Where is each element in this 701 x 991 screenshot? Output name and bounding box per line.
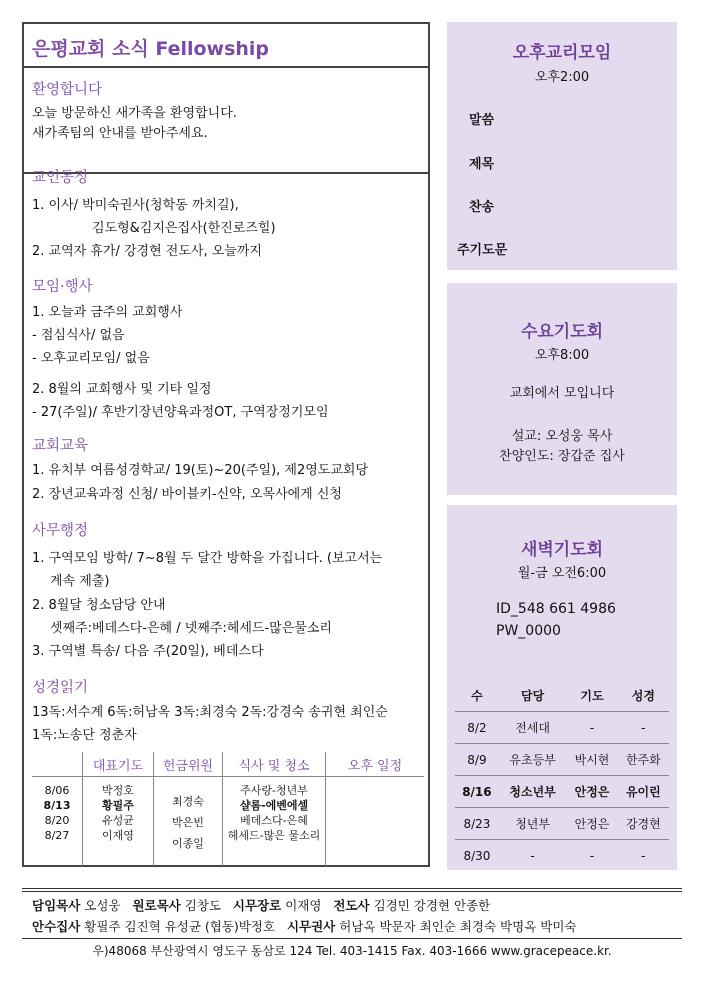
dawn-cell: 청년부 (499, 808, 566, 840)
wednesday-note: 교회에서 모입니다 (509, 386, 615, 401)
education-heading: 교회교육 (32, 438, 89, 454)
dawn-cell: 8/9 (455, 744, 499, 776)
admin-line: 셋째주:베데스다-은혜 / 넷째주:헤세드-많은물소리 (50, 621, 332, 636)
afternoon-label: 말씀 (469, 113, 495, 128)
divider (22, 888, 682, 889)
role: 시무권사 (286, 919, 336, 934)
role: 시무장로 (232, 898, 282, 913)
staff-names: 허남옥 박문자 최인순 최경숙 박명옥 박미숙 (339, 919, 577, 934)
news-heading: 교인동정 (32, 170, 89, 186)
schedule-header: 대표기도 (83, 752, 154, 777)
wednesday-worship: 찬양인도: 장갑준 집사 (499, 449, 625, 464)
afternoon-title: 오후교리모임 (512, 43, 612, 63)
role: 담임목사 (32, 898, 81, 913)
welcome-heading: 환영합니다 (32, 82, 103, 98)
dawn-box (447, 505, 677, 870)
dawn-table (455, 679, 669, 871)
date: 8/27 (44, 829, 70, 842)
reading-heading: 성경읽기 (32, 680, 89, 696)
dawn-header: 기도 (580, 688, 604, 703)
news-panel (22, 22, 430, 867)
schedule-afternoon (326, 777, 425, 867)
offering-name: 이종일 (172, 837, 204, 850)
staff-names: 김창도 (184, 898, 221, 913)
welcome-line: 오늘 방문하신 새가족을 환영합니다. (32, 106, 237, 121)
welcome-section (24, 68, 428, 174)
prayer-name: 박정호 (102, 784, 134, 797)
events-heading: 모임·행사 (32, 279, 93, 295)
events-line: - 오후교리모임/ 없음 (32, 351, 150, 366)
date: 8/13 (43, 799, 71, 812)
prayer-name: 유성균 (102, 814, 134, 827)
dawn-cell: 청소년부 (499, 776, 566, 808)
address: 우)48068 부산광역시 영도구 동삼로 124 Tel. 403-1415 Fax. 403-1666 www.gracepeace.kr. (92, 944, 612, 958)
dawn-pw: PW_0000 (496, 623, 561, 639)
prayer-name: 황필주 (102, 799, 134, 812)
dawn-cell: - (566, 712, 617, 744)
date: 8/06 (44, 784, 70, 797)
schedule-header (32, 752, 83, 777)
dawn-cell: 8/23 (455, 808, 499, 840)
admin-line: 1. 구역모임 방학/ 7~8월 두 달간 방학을 가집니다. (보고서는 (32, 551, 383, 566)
events-line: - 점심식사/ 없음 (32, 328, 125, 343)
dawn-header: 수 (471, 688, 483, 703)
dawn-cell: 유초등부 (499, 744, 566, 776)
reading-line: 13독:서수계 6독:허남옥 3독:최경숙 2독:강경숙 송귀현 최인순 (32, 705, 388, 720)
divider (22, 938, 682, 939)
role: 전도사 (333, 898, 370, 913)
dawn-row (455, 712, 669, 744)
afternoon-label: 주기도문 (457, 243, 508, 258)
admin-heading: 사무행정 (32, 523, 89, 539)
afternoon-label: 찬송 (469, 200, 495, 215)
dawn-cell: - (618, 840, 669, 872)
wednesday-box (447, 283, 677, 495)
admin-line: 3. 구역별 특송/ 다음 주(20일), 베데스다 (32, 644, 264, 659)
role: 안수집사 (32, 919, 81, 934)
dawn-title: 새벽기도회 (520, 540, 604, 560)
news-line: 김도형&김지은집사(한진로즈힐) (92, 221, 276, 236)
dawn-cell: 안정은 (566, 808, 617, 840)
news-line: 2. 교역자 휴가/ 강경현 전도사, 오늘까지 (32, 244, 262, 259)
dawn-row (455, 776, 669, 808)
dawn-cell: 8/2 (455, 712, 499, 744)
dawn-time: 월-금 오전6:00 (517, 566, 607, 581)
staff-names: 황필주 김진혁 유성균 (협동)박정호 (84, 919, 276, 934)
offering-name: 최경숙 (172, 795, 204, 808)
dawn-cell: 유이린 (618, 776, 669, 808)
date: 8/20 (44, 814, 70, 827)
schedule-meal (223, 777, 326, 867)
wednesday-sermon: 설교: 오성웅 목사 (511, 429, 613, 444)
events-line: - 27(주일)/ 후반기장년양육과정OT, 구역장정기모임 (32, 405, 329, 420)
meal-group: 샬롬-에벤에셀 (239, 799, 309, 812)
staff-row (32, 896, 490, 914)
dawn-cell: 박시현 (566, 744, 617, 776)
schedule-table (32, 752, 424, 866)
news-line: 1. 이사/ 박미숙권사(청학동 까치길), (32, 198, 239, 213)
afternoon-time: 오후2:00 (534, 70, 590, 85)
admin-line: 2. 8월달 청소담당 안내 (32, 598, 166, 613)
divider (22, 891, 682, 892)
schedule-offering (154, 777, 223, 867)
welcome-line: 새가족팀의 안내를 받아주세요. (32, 126, 208, 141)
dawn-row (455, 840, 669, 872)
schedule-header: 오후 일정 (326, 752, 425, 777)
dawn-cell: - (618, 712, 669, 744)
dawn-cell: 한주화 (618, 744, 669, 776)
staff-names: 김경민 강경현 안종한 (373, 898, 491, 913)
dawn-row (455, 744, 669, 776)
afternoon-label: 제목 (469, 157, 495, 172)
prayer-name: 이재영 (102, 829, 134, 842)
dawn-row (455, 808, 669, 840)
education-line: 2. 장년교육과정 신청/ 바이블키-신약, 오목사에게 신청 (32, 487, 342, 502)
staff-names: 오성웅 (84, 898, 121, 913)
meal-group: 베데스다-은혜 (240, 814, 308, 827)
reading-line: 1독:노송단 정춘자 (32, 728, 137, 743)
staff-names: 이재영 (285, 898, 322, 913)
dawn-cell: 8/16 (455, 776, 499, 808)
meal-group: 헤세드-많은 물소리 (227, 829, 321, 842)
dawn-id: ID_548 661 4986 (496, 601, 616, 617)
page-title: 은평교회 소식 Fellowship (32, 38, 270, 60)
dawn-cell: 8/30 (455, 840, 499, 872)
dawn-cell: 전세대 (499, 712, 566, 744)
admin-line: 계속 제출) (50, 574, 110, 589)
role: 원로목사 (132, 898, 181, 913)
title-bar (24, 24, 428, 68)
dawn-header: 담당 (521, 688, 545, 703)
schedule-dates (32, 777, 83, 867)
offering-name: 박은빈 (172, 816, 204, 829)
schedule-header: 식사 및 청소 (223, 752, 326, 777)
schedule-prayer (83, 777, 154, 867)
wednesday-title: 수요기도회 (520, 322, 604, 342)
schedule-header: 헌금위원 (154, 752, 223, 777)
education-line: 1. 유치부 여름성경학교/ 19(토)~20(주일), 제2영도교회당 (32, 463, 369, 478)
events-line: 2. 8월의 교회행사 및 기타 일정 (32, 382, 212, 397)
dawn-header: 성경 (631, 688, 655, 703)
wednesday-time: 오후8:00 (534, 348, 590, 363)
dawn-cell: - (566, 840, 617, 872)
afternoon-box (447, 22, 677, 270)
meal-group: 주사랑-청년부 (240, 784, 308, 797)
dawn-cell: 안정은 (566, 776, 617, 808)
dawn-cell: - (499, 840, 566, 872)
dawn-cell: 강경현 (618, 808, 669, 840)
events-line: 1. 오늘과 금주의 교회행사 (32, 305, 183, 320)
staff-row (32, 917, 576, 935)
